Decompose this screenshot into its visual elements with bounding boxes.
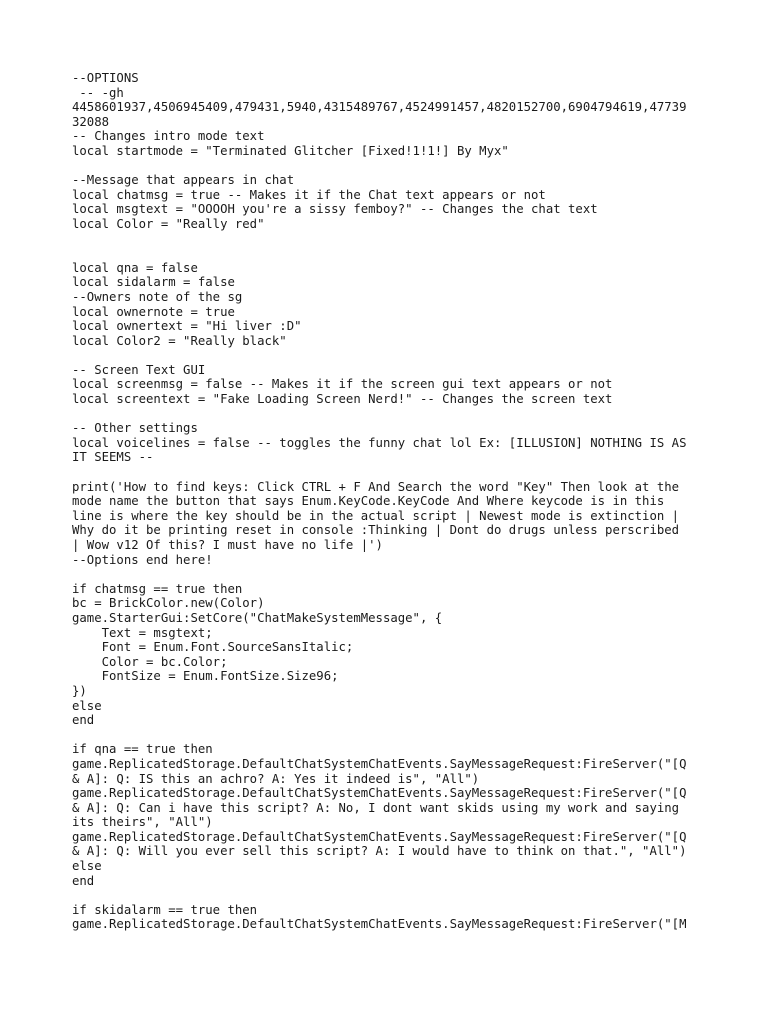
code-line (72, 246, 712, 261)
code-line: game.ReplicatedStorage.DefaultChatSystemChatEvents.SayMessageRequest:FireServer("[Q (72, 829, 687, 844)
code-line: local startmode = "Terminated Glitcher [Fixed!1!1!] By Myx" (72, 143, 509, 158)
code-line (72, 159, 712, 174)
code-line: line is where the key should be in the actual script | Newest mode is extinction | (72, 508, 680, 523)
code-line: IT SEEMS -- (72, 450, 154, 465)
code-line: Why do it be printing reset in console :Thinking | Dont do drugs unless perscribed (72, 523, 680, 538)
code-listing (72, 71, 712, 932)
code-line: print('How to find keys: Click CTRL + F And Search the word "Key" Then look at the (72, 479, 680, 494)
code-line: local Color2 = "Really black" (72, 333, 287, 348)
code-line (72, 888, 712, 903)
code-line: }) (72, 683, 87, 698)
code-line: & A]: Q: IS this an achro? A: Yes it indeed is", "All") (72, 771, 480, 786)
code-line: 32088 (72, 114, 110, 129)
code-line: game.StarterGui:SetCore("ChatMakeSystemMessage", { (72, 610, 443, 625)
code-line: --Options end here! (72, 552, 213, 567)
code-line: Text = msgtext; (72, 625, 213, 640)
code-line: --Message that appears in chat (72, 173, 295, 188)
code-line (72, 728, 712, 743)
code-line: --Owners note of the sg (72, 289, 243, 304)
code-line: Font = Enum.Font.SourceSansItalic; (72, 640, 354, 655)
code-line: else (72, 698, 102, 713)
code-line: 4458601937,4506945409,479431,5940,4315489767,4524991457,4820152700,6904794619,47739 (72, 100, 687, 115)
code-line: end (72, 713, 95, 728)
code-line: -- Screen Text GUI (72, 362, 206, 377)
code-line: FontSize = Enum.FontSize.Size96; (72, 669, 339, 684)
code-line: if qna == true then (72, 742, 213, 757)
code-line: local screenmsg = false -- Makes it if the screen gui text appears or not (72, 377, 613, 392)
code-line: local voicelines = false -- toggles the funny chat lol Ex: [ILLUSION] NOTHING IS AS (72, 435, 687, 450)
code-line (72, 348, 712, 363)
code-line: game.ReplicatedStorage.DefaultChatSystemChatEvents.SayMessageRequest:FireServer("[M (72, 917, 687, 932)
code-line: game.ReplicatedStorage.DefaultChatSystemChatEvents.SayMessageRequest:FireServer("[Q (72, 756, 687, 771)
code-line: --OPTIONS (72, 71, 139, 85)
code-line: local screentext = "Fake Loading Screen Nerd!" -- Changes the screen text (72, 392, 613, 407)
code-line: if skidalarm == true then (72, 902, 258, 917)
code-line: & A]: Q: Can i have this script? A: No, I dont want skids using my work and saying (72, 800, 680, 815)
code-line: end (72, 873, 95, 888)
code-line: local chatmsg = true -- Makes it if the Chat text appears or not (72, 187, 546, 202)
code-line (72, 465, 712, 480)
code-line: & A]: Q: Will you ever sell this script? A: I would have to think on that.", "All") (72, 844, 687, 859)
code-line: local Color = "Really red" (72, 216, 265, 231)
code-line (72, 407, 712, 422)
code-line (72, 567, 712, 582)
code-line: local ownernote = true (72, 304, 235, 319)
code-line: local msgtext = "OOOOH you're a sissy femboy?" -- Changes the chat text (72, 202, 598, 217)
code-line: game.ReplicatedStorage.DefaultChatSystemChatEvents.SayMessageRequest:FireServer("[Q (72, 786, 687, 801)
code-line: -- Other settings (72, 421, 198, 436)
code-line: -- Changes intro mode text (72, 129, 265, 144)
code-line: -- -gh (72, 85, 124, 100)
code-line: local qna = false (72, 260, 198, 275)
code-line: its theirs", "All") (72, 815, 213, 830)
code-line: else (72, 859, 102, 874)
code-line: | Wow v12 Of this? I must have no life |') (72, 538, 383, 552)
code-line: bc = BrickColor.new(Color) (72, 596, 265, 611)
code-line: local sidalarm = false (72, 275, 235, 290)
code-line: Color = bc.Color; (72, 654, 228, 669)
code-line: local ownertext = "Hi liver :D" (72, 319, 302, 334)
code-line (72, 232, 712, 247)
code-line: mode name the button that says Enum.KeyCode.KeyCode And Where keycode is in this (72, 494, 665, 509)
code-line: if chatmsg == true then (72, 581, 243, 596)
